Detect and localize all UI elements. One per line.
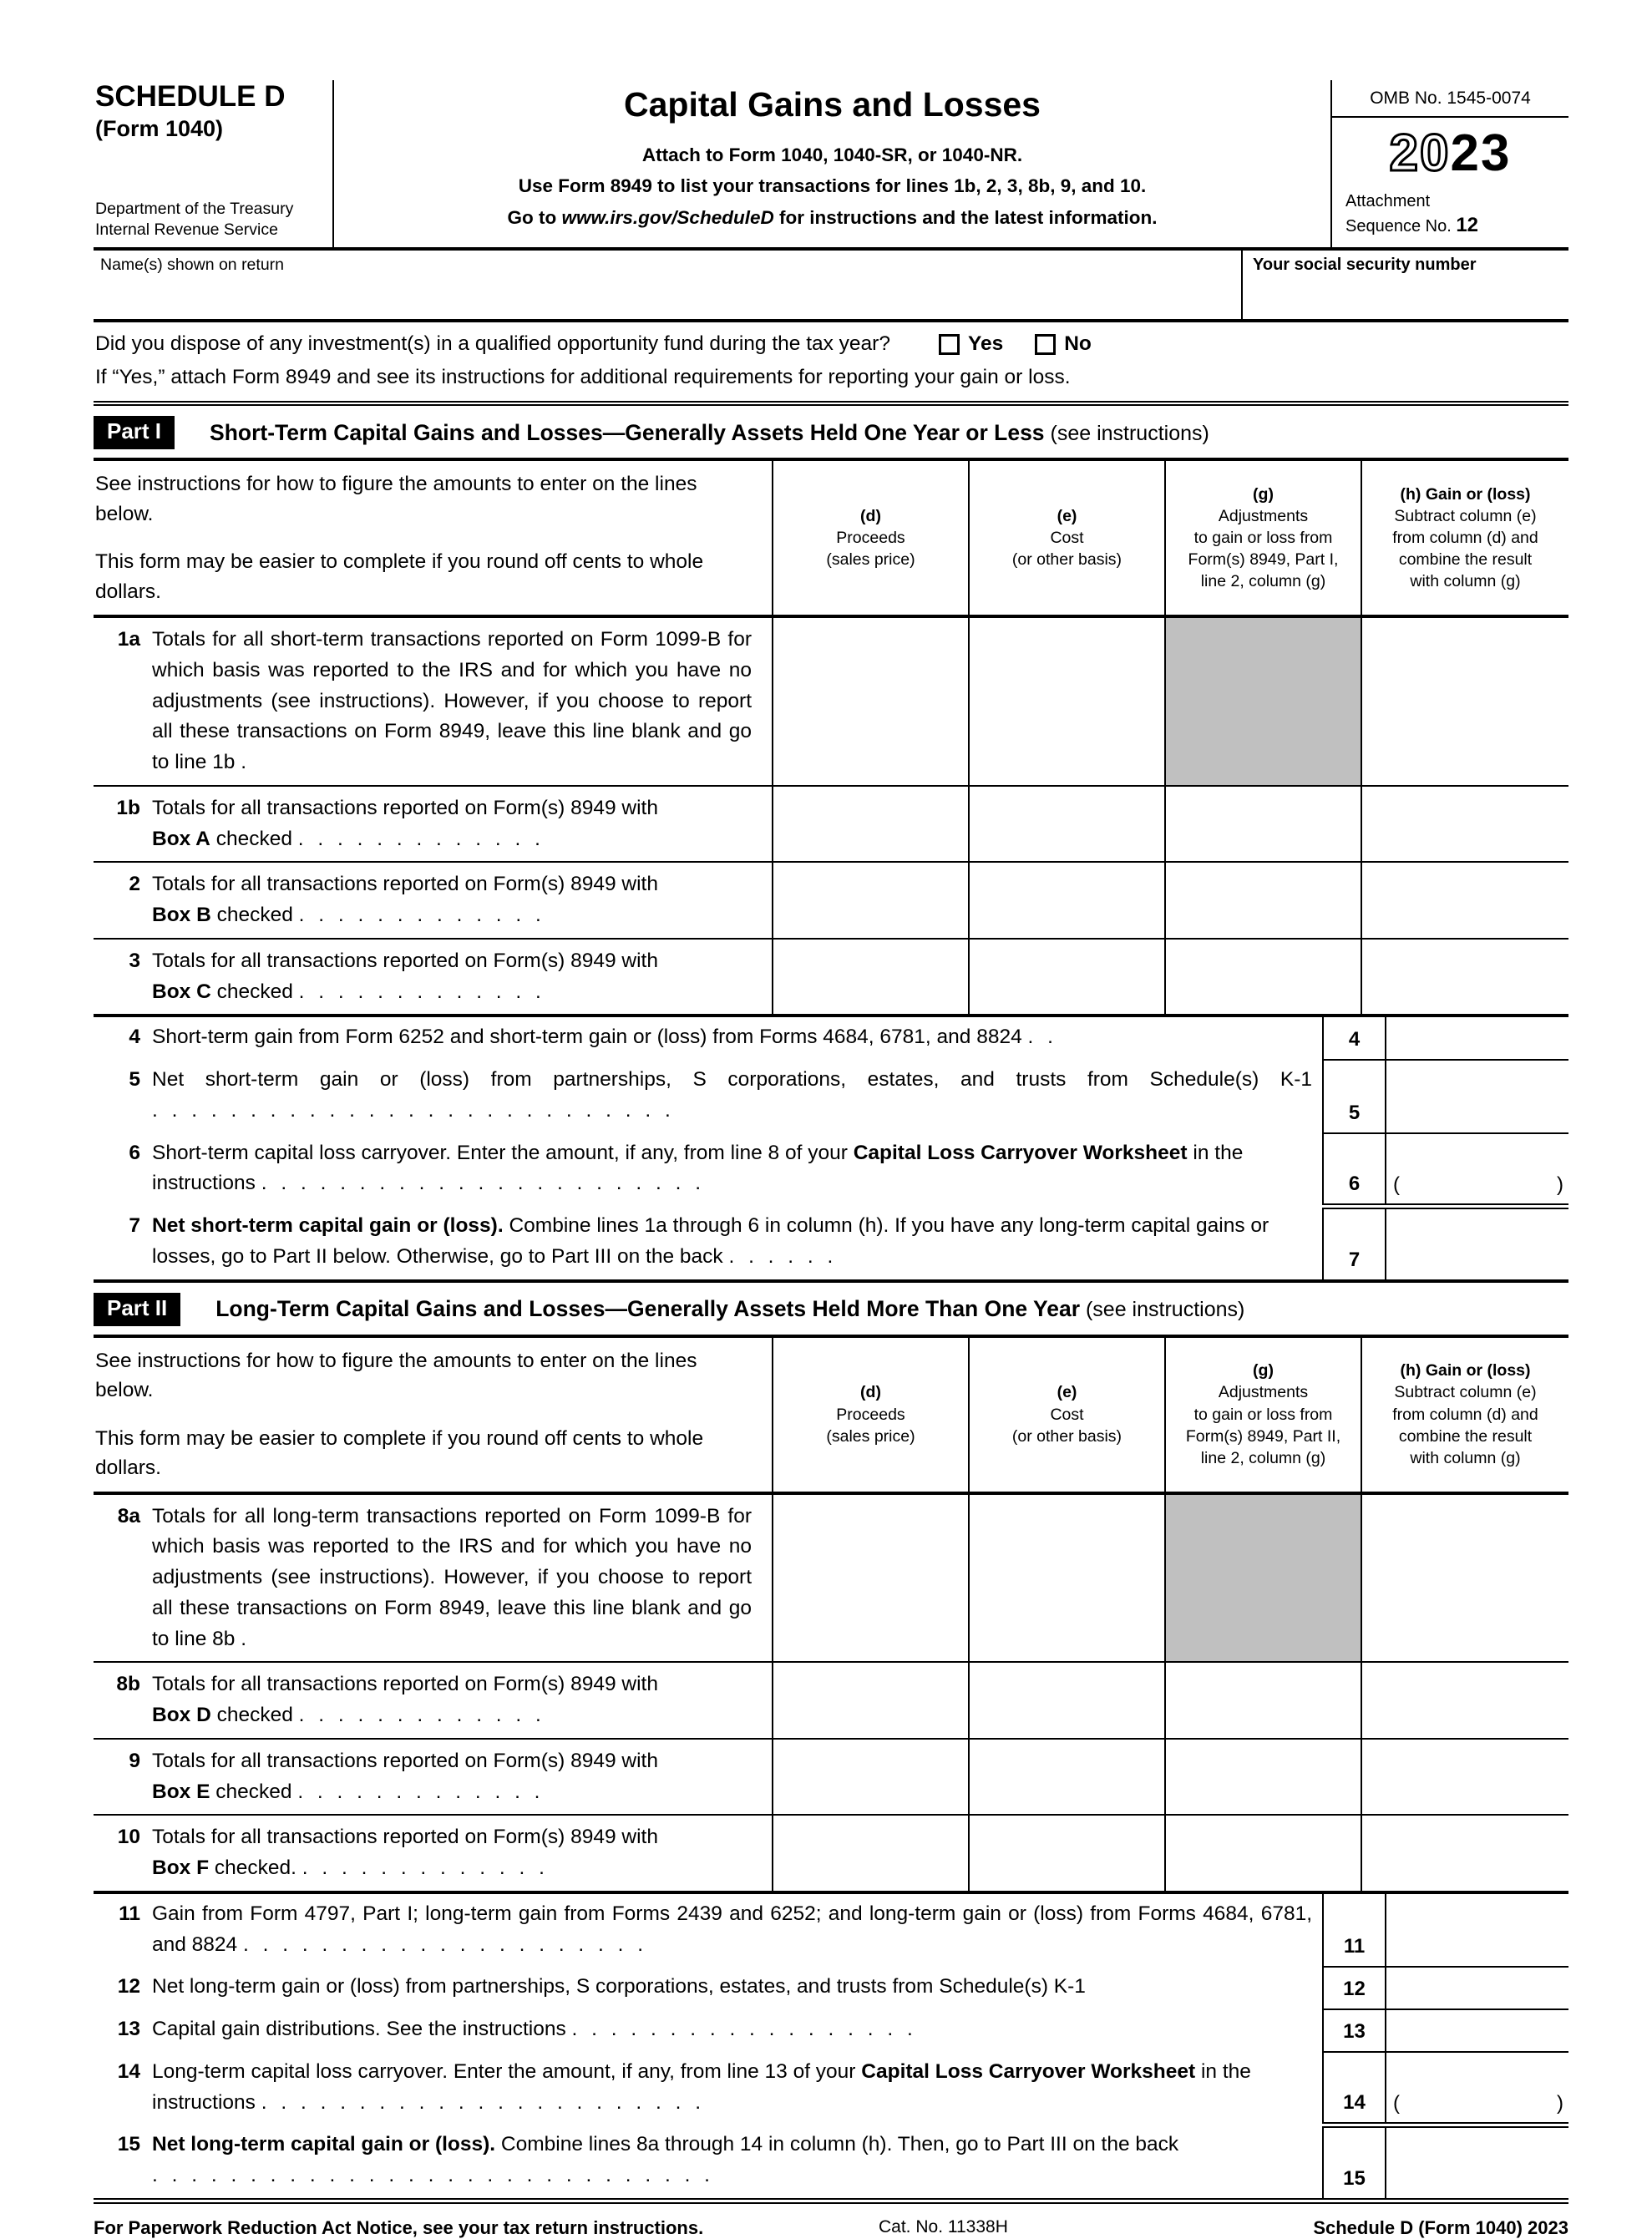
row-9-text (152, 1746, 752, 1808)
row-8b (94, 1662, 1568, 1739)
line-7-number-box: 7 (1323, 1206, 1386, 1281)
col-g-line2: Adjustments (1218, 506, 1309, 525)
leader-dots: . . . . . . . . . . . . . . . . . . . . . (243, 1933, 648, 1956)
line-number: 7 (129, 1214, 140, 1238)
col-h-header (1361, 1336, 1568, 1493)
row-5-text (152, 1065, 1312, 1127)
qof-question: Did you dispose of any investment(s) in a qualified opportunity fund during the tax year? (95, 332, 890, 355)
row-12-description (94, 1967, 1323, 2009)
leader-dots: . . . . . . . . . . . . . (297, 827, 545, 850)
row-4-body: Short-term gain from Form 6252 and short-term gain or (loss) from Forms 4684, 6781, and 8824 (152, 1026, 1022, 1049)
row-1a-text (152, 625, 752, 778)
col-h-letter: (h) Gain or (loss) (1400, 484, 1531, 504)
col-g-line4: Form(s) 8949, Part I, (1188, 550, 1339, 570)
row-1b-description (94, 786, 773, 863)
loss-parentheses (1386, 1173, 1568, 1203)
row-14-bold: Capital Loss Carryover Worksheet (861, 2059, 1196, 2083)
row-14-text (152, 2057, 1312, 2119)
row-11-body: Gain from Form 4797, Part I; long-term gain from Forms 2439 and 6252; and long-term gain or (loss) from Forms 4684, 6781, and 8824 (152, 1902, 1312, 1956)
row-15-text (152, 2130, 1312, 2191)
cell-9-adjustments[interactable] (1165, 1739, 1361, 1816)
line-number: 6 (129, 1141, 140, 1164)
identity-row (94, 251, 1568, 322)
cell-10-gain[interactable] (1361, 1815, 1568, 1892)
row-1a-body: Totals for all short-term transactions reported on Form 1099-B for which basis was reported to the IRS and for which you have no adjustments (see instructions). However, if you choose to report all these transactions on Form 8949, leave this line blank and go to line 1b (152, 628, 752, 774)
part1-title-text: Short-Term Capital Gains and Losses—Generally Assets Held One Year or Less (210, 419, 1045, 445)
row-10-pre: Totals for all transactions reported on Form(s) 8949 with (152, 1826, 658, 1849)
cell-1b-adjustments[interactable] (1165, 786, 1361, 863)
part1-see-instructions: (see instructions) (1044, 421, 1209, 445)
qof-instruction: If “Yes,” attach Form 8949 and see its instructions for additional requirements for reporting your gain or loss. (95, 366, 1071, 388)
col-g-line5: line 2, column (g) (1200, 572, 1326, 591)
line-15-number-box: 15 (1323, 2125, 1386, 2201)
part2-see-instructions: (see instructions) (1080, 1298, 1245, 1322)
col-h-line2: Subtract column (e) (1394, 1383, 1537, 1402)
line-number: 10 (117, 1826, 140, 1849)
qof-section (94, 322, 1568, 406)
line-number: 12 (117, 1975, 140, 1998)
cell-10-cost[interactable] (969, 1815, 1165, 1892)
leader-dots: . . . . . . . . . . . . . . . . . . . . . . . (261, 1172, 706, 1195)
row-15-description (94, 2125, 1323, 2201)
row-7-text (152, 1211, 1312, 1273)
row-12-text (152, 1972, 1312, 2003)
cell-1b-gain[interactable] (1361, 786, 1568, 863)
line-11-number-box: 11 (1323, 1894, 1386, 1968)
row-3-box-label: Box C (152, 980, 211, 1003)
form-number: (Form 1040) (95, 115, 224, 141)
part1-label: Part I (94, 416, 175, 449)
row-1a-description (94, 616, 773, 786)
schedule-label: SCHEDULE D (95, 80, 286, 113)
cell-10-adjustments[interactable] (1165, 1815, 1361, 1892)
attachment-label: Attachment (1345, 191, 1431, 210)
goto-note (354, 205, 1310, 230)
line-11-amount[interactable] (1386, 1894, 1568, 1968)
header-center-cell (334, 80, 1330, 247)
yes-checkbox[interactable] (939, 334, 960, 355)
row-9 (94, 1739, 1568, 1816)
cell-2-proceeds[interactable] (773, 862, 969, 939)
row-10-text (152, 1822, 752, 1884)
part1-instructions-1: See instructions for how to figure the amounts to enter on the lines below. (95, 473, 697, 525)
line-7-amount[interactable] (1386, 1206, 1568, 1281)
col-e-line2: Cost (1050, 528, 1084, 547)
leader-dots: . . . . . . . . . . . . . . . . . . . . . . . . . . . . . (152, 2164, 714, 2187)
cell-2-adjustments[interactable] (1165, 862, 1361, 939)
part1-lines-4-7 (94, 1017, 1568, 1282)
row-11 (94, 1894, 1568, 1968)
row-8a (94, 1493, 1568, 1663)
row-13-description (94, 2009, 1323, 2052)
cell-8b-gain[interactable] (1361, 1662, 1568, 1739)
col-h-letter: (h) Gain or (loss) (1400, 1361, 1531, 1380)
row-7-post: Combine lines 1a through 6 in column (h). If you have any long-term capital gains or losses, go to Part II below. Otherwise, go to Part III on the back (152, 1214, 1269, 1268)
row-6-description (94, 1133, 1323, 1207)
row-13 (94, 2009, 1568, 2052)
cell-8a-adjustments-shaded (1165, 1493, 1361, 1663)
part1-title (210, 420, 1209, 446)
row-5 (94, 1060, 1568, 1133)
catalog-number: Cat. No. 11338H (879, 2216, 1008, 2236)
col-d-line2: Proceeds (836, 528, 905, 547)
line-number: 1a (117, 628, 140, 651)
row-1b (94, 786, 1568, 863)
row-10-description (94, 1815, 773, 1892)
line-number: 14 (117, 2059, 140, 2083)
sequence-text: Sequence No. (1345, 217, 1457, 236)
row-6-pre: Short-term capital loss carryover. Enter the amount, if any, from line 8 of your (152, 1141, 854, 1164)
paren-open: ( (1393, 2091, 1400, 2115)
tax-year-outline: 20 (1389, 124, 1451, 182)
col-e-line3: (or other basis) (1011, 1426, 1122, 1446)
leader-dots: . . . . . . . . . . . . . (298, 904, 545, 927)
row-4 (94, 1017, 1568, 1060)
leader-dots: . . . . . . . . . . . . . (298, 980, 545, 1003)
cell-3-cost[interactable] (969, 939, 1165, 1016)
leader-dots: . . . . . . (728, 1244, 838, 1268)
col-d-line3: (sales price) (826, 1426, 915, 1446)
part2-lines-11-15 (94, 1894, 1568, 2204)
row-8b-text (152, 1669, 752, 1731)
row-14-post: in the instructions (152, 2059, 1251, 2114)
yes-label: Yes (967, 332, 1004, 355)
line-number: 3 (129, 949, 140, 972)
row-9-description (94, 1739, 773, 1816)
row-1b-box-label: Box A (152, 827, 210, 850)
row-15 (94, 2125, 1568, 2201)
row-5-description (94, 1060, 1323, 1133)
row-3 (94, 939, 1568, 1016)
agency-block (95, 199, 324, 241)
paren-open: ( (1393, 1173, 1400, 1196)
cell-1a-adjustments-shaded (1165, 616, 1361, 786)
col-h-line3: from column (d) and (1392, 1405, 1538, 1424)
row-6 (94, 1133, 1568, 1207)
cell-9-proceeds[interactable] (773, 1739, 969, 1816)
col-e-header (969, 459, 1165, 616)
part1-bar (94, 406, 1568, 458)
line-number: 9 (129, 1749, 140, 1772)
col-d-line3: (sales price) (826, 550, 915, 570)
form-sheet (94, 80, 1568, 2239)
leader-dots: . . . . . . . . . . . . . (297, 1780, 545, 1803)
line-4-amount[interactable] (1386, 1017, 1568, 1060)
col-g-line2: Adjustments (1218, 1383, 1309, 1402)
row-1a (94, 616, 1568, 786)
cell-1a-proceeds[interactable] (773, 616, 969, 786)
cell-8b-cost[interactable] (969, 1662, 1165, 1739)
yes-option (939, 332, 1003, 356)
part2-instructions-cell (94, 1336, 773, 1493)
row-12-body: Net long-term gain or (loss) from partnerships, S corporations, estates, and trusts from Schedule(s) K-1 (152, 1975, 1086, 1998)
no-label: No (1064, 332, 1092, 355)
cell-1a-cost[interactable] (969, 616, 1165, 786)
row-14-description (94, 2052, 1323, 2125)
line-number: 5 (129, 1068, 140, 1092)
treasury-label: Department of the Treasury (95, 200, 294, 219)
no-option (1035, 332, 1092, 356)
cell-1a-gain[interactable] (1361, 616, 1568, 786)
irs-label: Internal Revenue Service (95, 220, 278, 240)
col-g-letter: (g) (1253, 484, 1274, 504)
part1-instructions-cell (94, 459, 773, 616)
cell-8b-adjustments[interactable] (1165, 1662, 1361, 1739)
row-9-pre: Totals for all transactions reported on Form(s) 8949 with (152, 1749, 658, 1772)
col-e-line3: (or other basis) (1011, 550, 1122, 570)
row-3-pre: Totals for all transactions reported on Form(s) 8949 with (152, 949, 658, 972)
row-3-text (152, 946, 752, 1008)
paperwork-notice: For Paperwork Reduction Act Notice, see your tax return instructions. (94, 2216, 704, 2238)
cell-9-gain[interactable] (1361, 1739, 1568, 1816)
part2-column-header-row (94, 1336, 1568, 1493)
cell-2-gain[interactable] (1361, 862, 1568, 939)
row-2-post: checked (210, 904, 293, 927)
line-number: 8b (116, 1673, 140, 1696)
row-1b-pre: Totals for all transactions reported on Form(s) 8949 with (152, 796, 658, 819)
col-h-line4: combine the result (1398, 1426, 1533, 1446)
col-g-header (1165, 1336, 1361, 1493)
line-12-amount[interactable] (1386, 1967, 1568, 2009)
row-5-body: Net short-term gain or (loss) from partnerships, S corporations, estates, and trusts from Schedule(s) K-1 (152, 1068, 1312, 1092)
col-g-line3: to gain or loss from (1193, 528, 1333, 547)
row-15-post: Combine lines 8a through 14 in column (h). Then, go to Part III on the back (495, 2133, 1179, 2156)
leader-dots: . . . . . . . . . . . . . (298, 1704, 545, 1727)
line-number: 4 (129, 1026, 140, 1049)
cell-10-proceeds[interactable] (773, 1815, 969, 1892)
line-6-amount[interactable] (1386, 1133, 1568, 1207)
goto-post: for instructions and the latest information. (773, 206, 1158, 228)
goto-pre: Go to (507, 206, 562, 228)
cell-1b-proceeds[interactable] (773, 786, 969, 863)
col-d-letter: (d) (860, 506, 881, 525)
line-13-amount[interactable] (1386, 2009, 1568, 2052)
part2-instructions-2: This form may be easier to complete if you round off cents to whole dollars. (95, 1426, 704, 1480)
tax-year (1332, 118, 1568, 180)
footer (94, 2217, 1568, 2239)
row-13-body: Capital gain distributions. See the instructions (152, 2018, 566, 2041)
name-label: Name(s) shown on return (100, 256, 285, 274)
row-11-description (94, 1894, 1323, 1968)
row-9-box-label: Box E (152, 1780, 210, 1803)
cell-3-adjustments[interactable] (1165, 939, 1361, 1016)
cell-3-proceeds[interactable] (773, 939, 969, 1016)
row-9-post: checked (210, 1780, 292, 1803)
part2-instructions-1: See instructions for how to figure the amounts to enter on the lines below. (95, 1349, 697, 1402)
line-15-amount[interactable] (1386, 2125, 1568, 2201)
col-h-line3: from column (d) and (1392, 528, 1538, 547)
line-13-number-box: 13 (1323, 2009, 1386, 2052)
part1-column-header-row (94, 459, 1568, 616)
form-header (94, 80, 1568, 251)
row-2-description (94, 862, 773, 939)
cell-9-cost[interactable] (969, 1739, 1165, 1816)
row-4-text (152, 1022, 1312, 1053)
cell-8a-cost[interactable] (969, 1493, 1165, 1663)
cell-8b-proceeds[interactable] (773, 1662, 969, 1739)
paren-close: ) (1557, 1173, 1563, 1196)
line-number: 15 (117, 2133, 140, 2156)
row-2-text (152, 869, 752, 931)
form-id-footer: Schedule D (Form 1040) 2023 (1313, 2216, 1568, 2238)
sequence-label (1345, 212, 1563, 239)
cell-2-cost[interactable] (969, 862, 1165, 939)
part2-bar (94, 1283, 1568, 1335)
line-5-number-box: 5 (1323, 1060, 1386, 1133)
row-8b-pre: Totals for all transactions reported on Form(s) 8949 with (152, 1673, 658, 1696)
part2-title-text: Long-Term Capital Gains and Losses—Generally Assets Held More Than One Year (215, 1296, 1081, 1322)
paren-close: ) (1557, 2091, 1563, 2115)
row-8b-description (94, 1662, 773, 1739)
loss-parentheses (1386, 2092, 1568, 2122)
part2-grid (94, 1335, 1568, 1894)
row-1b-post: checked (210, 827, 292, 850)
part1-instructions-2: This form may be easier to complete if you round off cents to whole dollars. (95, 550, 704, 603)
col-g-letter: (g) (1253, 1361, 1274, 1380)
col-g-header (1165, 459, 1361, 616)
leader-dots: . . . . . . . . . . . . . . . . . . . . . . . (261, 2090, 706, 2114)
part1-grid (94, 458, 1568, 1017)
row-8a-description (94, 1493, 773, 1663)
row-2 (94, 862, 1568, 939)
leader-dots: . . (1027, 1026, 1057, 1049)
row-12 (94, 1967, 1568, 2009)
col-h-line4: combine the result (1398, 550, 1533, 570)
header-right-cell (1330, 80, 1568, 247)
line-14-number-box: 14 (1323, 2052, 1386, 2125)
col-g-line3: to gain or loss from (1193, 1405, 1333, 1424)
row-1b-text (152, 793, 752, 855)
col-h-line5: with column (g) (1410, 572, 1521, 591)
row-14-pre: Long-term capital loss carryover. Enter the amount, if any, from line 13 of your (152, 2059, 862, 2083)
row-10-post: checked. (209, 1857, 296, 1880)
row-8a-text (152, 1502, 752, 1655)
row-8b-box-label: Box D (152, 1704, 211, 1727)
row-11-text (152, 1899, 1312, 1961)
line-number: 8a (117, 1504, 140, 1527)
leader-dots: . . . . . . . . . . . . . (302, 1857, 549, 1880)
cell-1b-cost[interactable] (969, 786, 1165, 863)
row-2-box-label: Box B (152, 904, 211, 927)
row-3-description (94, 939, 773, 1016)
attach-note: Attach to Form 1040, 1040-SR, or 1040-NR. (641, 144, 1023, 165)
row-8a-body: Totals for all long-term transactions reported on Form 1099-B for which basis was reported to the IRS and for which you have no adjustments (see instructions). However, if you choose to report all these transactions on Form 8949, leave this line blank and go to line 8b (152, 1504, 752, 1650)
line-14-amount[interactable] (1386, 2052, 1568, 2125)
tax-year-solid: 23 (1450, 124, 1512, 182)
irs-url: www.irs.gov/ScheduleD (561, 206, 774, 228)
line-number: 2 (129, 873, 140, 896)
line-4-number-box: 4 (1323, 1017, 1386, 1060)
row-8b-post: checked (210, 1704, 293, 1727)
col-h-header (1361, 459, 1568, 616)
qof-question-line (95, 332, 1567, 356)
row-14 (94, 2052, 1568, 2125)
row-3-post: checked (210, 980, 293, 1003)
line-6-number-box: 6 (1323, 1133, 1386, 1207)
col-d-header (773, 1336, 969, 1493)
cell-3-gain[interactable] (1361, 939, 1568, 1016)
omb-number: OMB No. 1545-0074 (1332, 80, 1568, 118)
col-d-header (773, 459, 969, 616)
row-6-bold: Capital Loss Carryover Worksheet (853, 1141, 1188, 1164)
row-7-description (94, 1206, 1323, 1281)
sequence-number: 12 (1456, 214, 1479, 237)
row-4-description (94, 1017, 1323, 1060)
leader-dots: . (241, 751, 251, 774)
col-d-letter: (d) (860, 1383, 881, 1402)
row-10 (94, 1815, 1568, 1892)
col-h-line2: Subtract column (e) (1394, 506, 1537, 525)
form-title: Capital Gains and Losses (624, 85, 1041, 124)
col-e-letter: (e) (1057, 1383, 1077, 1402)
row-10-box-label: Box F (152, 1857, 210, 1880)
attachment-sequence (1332, 185, 1568, 247)
row-7 (94, 1206, 1568, 1281)
col-d-line2: Proceeds (836, 1405, 905, 1424)
row-6-text (152, 1138, 1312, 1200)
leader-dots: . . . . . . . . . . . . . . . . . . (571, 2018, 917, 2041)
row-2-pre: Totals for all transactions reported on Form(s) 8949 with (152, 873, 658, 896)
use-note: Use Form 8949 to list your transactions for lines 1b, 2, 3, 8b, 9, and 10. (518, 175, 1147, 197)
part2-title (215, 1296, 1244, 1322)
header-left-cell (94, 80, 334, 247)
col-g-line4: Form(s) 8949, Part II, (1185, 1426, 1341, 1446)
ssn-input[interactable] (1241, 251, 1568, 319)
cell-8a-gain[interactable] (1361, 1493, 1568, 1663)
col-h-line5: with column (g) (1410, 1448, 1521, 1467)
row-6-post: in the instructions (152, 1141, 1244, 1195)
leader-dots: . (241, 1627, 251, 1650)
no-checkbox[interactable] (1035, 334, 1056, 355)
line-number: 1b (116, 796, 140, 819)
cell-8a-proceeds[interactable] (773, 1493, 969, 1663)
part2-label: Part II (94, 1293, 180, 1326)
col-e-line2: Cost (1050, 1405, 1084, 1424)
line-number: 11 (119, 1902, 140, 1925)
line-number: 13 (117, 2018, 140, 2041)
col-g-line5: line 2, column (g) (1200, 1448, 1326, 1467)
col-e-header (969, 1336, 1165, 1493)
ssn-label: Your social security number (1253, 256, 1477, 274)
leader-dots: . . . . . . . . . . . . . . . . . . . . . . . . . . . (152, 1098, 675, 1122)
line-12-number-box: 12 (1323, 1967, 1386, 2009)
row-15-bold: Net long-term capital gain or (loss). (152, 2133, 496, 2156)
line-5-amount[interactable] (1386, 1060, 1568, 1133)
row-13-text (152, 2014, 1312, 2045)
name-input[interactable] (94, 251, 1241, 319)
row-7-bold: Net short-term capital gain or (loss). (152, 1214, 504, 1238)
col-e-letter: (e) (1057, 506, 1077, 525)
